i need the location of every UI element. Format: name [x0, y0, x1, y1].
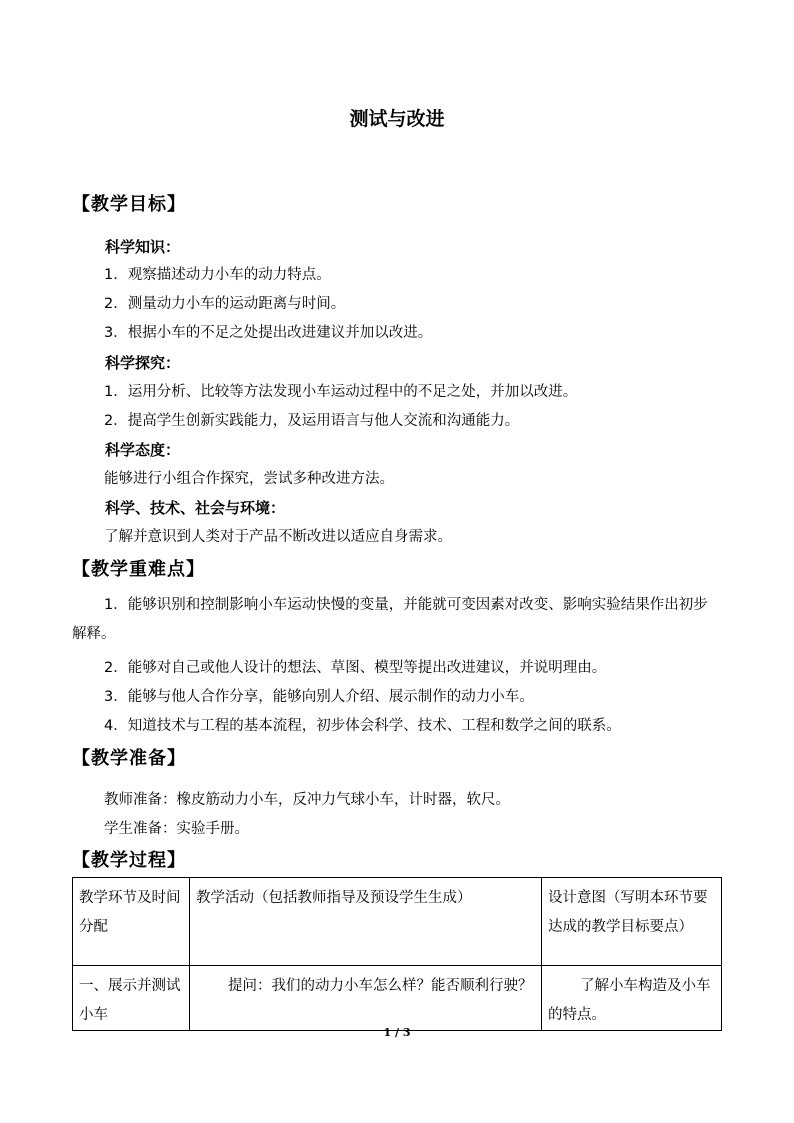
attitude-text: 能够进行小组合作探究，尝试多种改进方法。 — [104, 471, 394, 487]
subheading-knowledge: 科学知识： — [105, 238, 181, 256]
process-table — [72, 877, 722, 1031]
cell-activity: 提问：我们的动力小车怎么样？能否顺利行驶？ — [190, 966, 542, 1031]
inquiry-item: 1．运用分析、比较等方法发现小车运动过程中的不足之处，并加以改进。 — [104, 384, 578, 400]
teacher-preparation: 教师准备：橡皮筋动力小车，反冲力气球小车，计时器，软尺。 — [104, 792, 510, 808]
page-title: 测试与改进 — [349, 108, 445, 130]
cell-stage: 一、展示并测试小车 — [73, 966, 190, 1031]
header-activity: 教学活动（包括教师指导及预设学生生成） — [190, 878, 542, 966]
knowledge-item: 2．测量动力小车的运动距离与时间。 — [104, 296, 346, 312]
knowledge-item: 1．观察描述动力小车的动力特点。 — [104, 267, 331, 283]
section-heading-preparation: 【教学准备】 — [72, 748, 186, 769]
subheading-inquiry: 科学探究： — [105, 354, 181, 372]
student-preparation: 学生准备：实验手册。 — [104, 821, 249, 837]
knowledge-item: 3．根据小车的不足之处提出改进建议并加以改进。 — [104, 325, 433, 341]
section-heading-key-points: 【教学重难点】 — [72, 559, 205, 580]
section-heading-process: 【教学过程】 — [72, 850, 186, 871]
page-number: 1 / 3 — [383, 1026, 411, 1039]
subheading-attitude: 科学态度： — [105, 441, 181, 459]
inquiry-item: 2．提高学生创新实践能力，及运用语言与他人交流和沟通能力。 — [104, 413, 520, 429]
sts-text: 了解并意识到人类对于产品不断改进以适应自身需求。 — [104, 529, 452, 545]
table-row — [73, 966, 722, 1031]
key-point-item: 2．能够对自己或他人设计的想法、草图、模型等提出改进建议，并说明理由。 — [104, 660, 607, 676]
section-heading-goals: 【教学目标】 — [72, 194, 186, 215]
table-header-row — [73, 878, 722, 966]
header-stage: 教学环节及时间分配 — [73, 878, 190, 966]
key-point-item: 1．能够识别和控制影响小车运动快慢的变量，并能就可变因素对改变、影响实验结果作出初步解释。 — [72, 597, 708, 642]
header-intent: 设计意图（写明本环节要达成的教学目标要点） — [542, 878, 722, 966]
key-point-item: 4．知道技术与工程的基本流程，初步体会科学、技术、工程和数学之间的联系。 — [104, 718, 621, 734]
key-point-item: 3．能够与他人合作分享，能够向别人介绍、展示制作的动力小车。 — [104, 689, 534, 705]
cell-intent: 了解小车构造及小车的特点。 — [542, 966, 722, 1031]
subheading-sts: 科学、技术、社会与环境： — [105, 499, 286, 517]
